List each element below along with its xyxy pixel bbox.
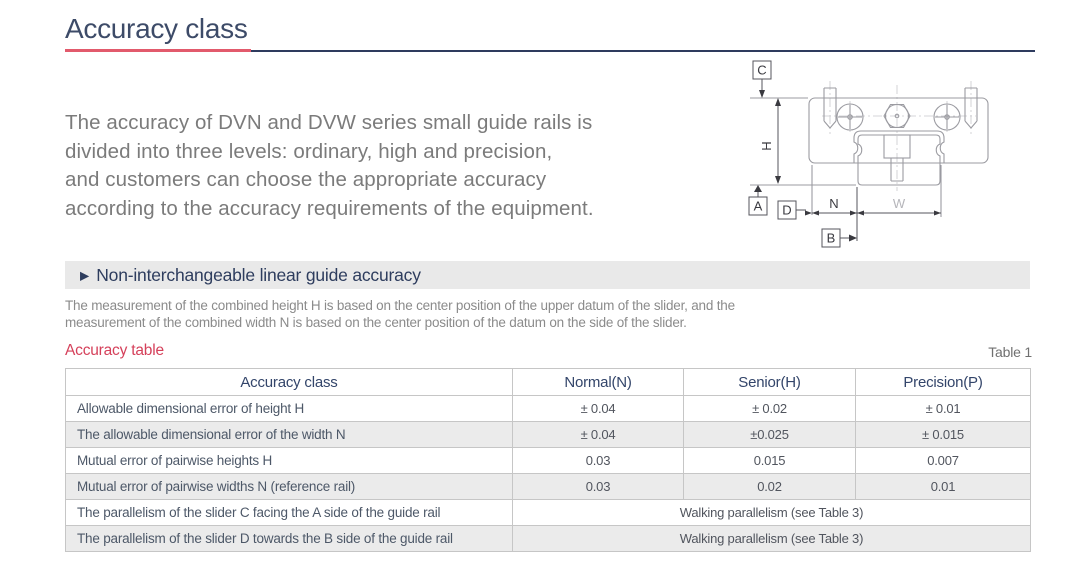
header-accuracy-class: Accuracy class bbox=[66, 369, 513, 396]
row-value: ± 0.01 bbox=[856, 396, 1031, 422]
row-value: 0.03 bbox=[513, 474, 684, 500]
intro-paragraph bbox=[65, 109, 594, 223]
row-value: ± 0.02 bbox=[684, 396, 856, 422]
datum-label-d: D bbox=[782, 202, 792, 218]
row-value: ± 0.015 bbox=[856, 422, 1031, 448]
rail-outline bbox=[858, 135, 940, 185]
intro-line: according to the accuracy requirements of the equipment. bbox=[65, 196, 594, 220]
header-normal: Normal(N) bbox=[513, 369, 684, 396]
dim-label-w: W bbox=[892, 196, 906, 211]
intro-line: The accuracy of DVN and DVW series small guide rails is bbox=[65, 111, 593, 134]
left-phillips-cross bbox=[838, 105, 862, 129]
part-outlines bbox=[750, 88, 988, 217]
table-row bbox=[66, 474, 1031, 500]
title-rule-red-segment bbox=[65, 49, 251, 52]
table-row bbox=[66, 396, 1031, 422]
row-label: The allowable dimensional error of the width N bbox=[66, 422, 513, 448]
intro-line: and customers can choose the appropriate accuracy bbox=[65, 168, 547, 191]
header-precision: Precision(P) bbox=[856, 369, 1031, 396]
row-value: ±0.025 bbox=[684, 422, 856, 448]
table-row bbox=[66, 500, 1031, 526]
table-row bbox=[66, 526, 1031, 552]
note-line: The measurement of the combined height H is based on the center position of the upper datum of the slider, and the bbox=[65, 298, 735, 313]
section-banner bbox=[65, 261, 1030, 289]
page-title: Accuracy class bbox=[65, 13, 248, 44]
accuracy-table-label: Accuracy table bbox=[65, 342, 164, 359]
row-value: 0.015 bbox=[684, 448, 856, 474]
row-span-value: Walking parallelism (see Table 3) bbox=[513, 500, 1031, 526]
row-label: The parallelism of the slider C facing the A side of the guide rail bbox=[66, 500, 513, 526]
datum-label-c: C bbox=[757, 62, 767, 78]
row-label: Mutual error of pairwise heights H bbox=[66, 448, 513, 474]
guide-rail-cross-section-diagram bbox=[742, 57, 1047, 255]
row-value: 0.01 bbox=[856, 474, 1031, 500]
datum-label-b: B bbox=[826, 230, 836, 246]
table-header-row bbox=[66, 369, 1031, 396]
table-reference: Table 1 bbox=[988, 344, 1032, 360]
row-value: ± 0.04 bbox=[513, 422, 684, 448]
dim-label-n: N bbox=[829, 196, 839, 211]
row-label: Allowable dimensional error of height H bbox=[66, 396, 513, 422]
note-line: measurement of the combined width N is based on the center position of the datum on the side of the slider. bbox=[65, 315, 687, 330]
title-rule-navy-segment bbox=[251, 50, 1035, 52]
row-label: Mutual error of pairwise widths N (reference rail) bbox=[66, 474, 513, 500]
row-value: ± 0.04 bbox=[513, 396, 684, 422]
measurement-note bbox=[65, 297, 735, 331]
row-span-value: Walking parallelism (see Table 3) bbox=[513, 526, 1031, 552]
row-value: 0.007 bbox=[856, 448, 1031, 474]
diagram-svg bbox=[742, 57, 1047, 255]
row-label: The parallelism of the slider D towards the B side of the guide rail bbox=[66, 526, 513, 552]
datum-boxes bbox=[749, 61, 840, 247]
table-row bbox=[66, 448, 1031, 474]
row-value: 0.03 bbox=[513, 448, 684, 474]
row-value: 0.02 bbox=[684, 474, 856, 500]
accuracy-table bbox=[65, 368, 1031, 552]
title-rule bbox=[65, 49, 1035, 52]
table-row bbox=[66, 422, 1031, 448]
intro-line: divided into three levels: ordinary, high and precision, bbox=[65, 139, 553, 163]
datum-label-a: A bbox=[753, 198, 763, 214]
right-phillips-cross bbox=[935, 105, 959, 129]
section-title: Non-interchangeable linear guide accuracy bbox=[96, 264, 421, 285]
header-senior: Senior(H) bbox=[684, 369, 856, 396]
dim-label-h: H bbox=[759, 141, 774, 151]
section-marker-icon: ▶ bbox=[80, 268, 90, 283]
